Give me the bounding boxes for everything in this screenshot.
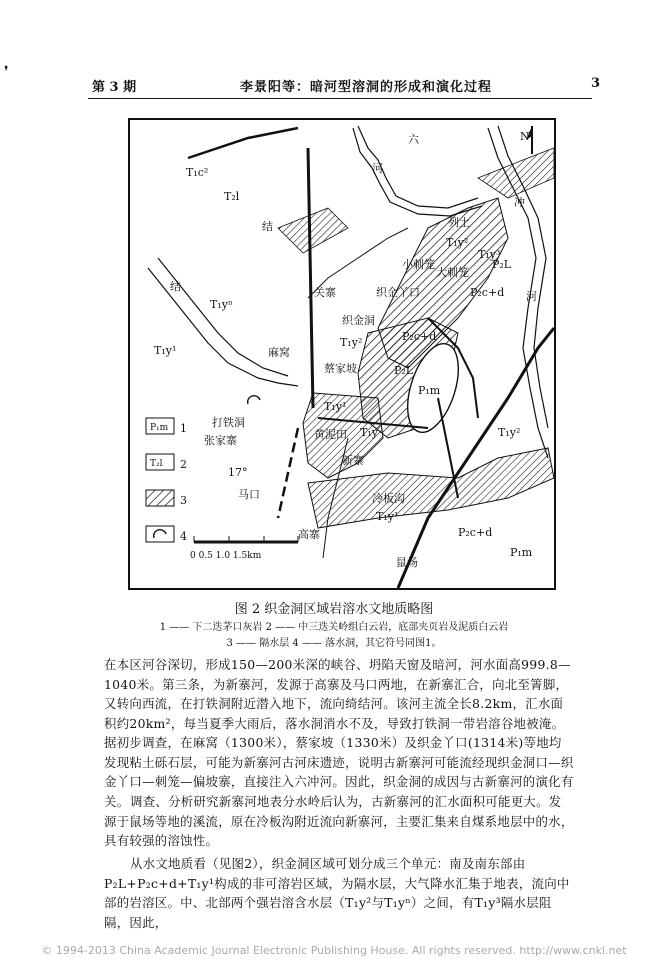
page-number: 3 — [590, 76, 600, 91]
label-t1yn: T₁yⁿ — [210, 298, 233, 311]
label-gaozhai: 高寨 — [298, 528, 320, 541]
label-he-top: 河 — [372, 162, 383, 175]
body-paragraph-3: 从水文地质看（见图2），织金洞区域可划分成三个单元：南及南东部由P₂L+P₂c+d+T₁y¹构成的非可溶岩区域，为隔水层，大气降水汇集于地表，流向中部的岩溶区。中、北部两个强岩溶含水层（T₁y²与T₁yⁿ）之间，有T₁y³隔水层阻隔，因此， — [104, 856, 570, 930]
figure-caption-line-1: 1 —— 下二迭茅口灰岩 2 —— 中三迭关岭组白云岩，底部夹页岩及泥质白云岩 — [159, 622, 509, 633]
label-chong: 冲 — [514, 196, 525, 209]
scale-label: 0 0.5 1.0 1.5km — [190, 551, 262, 561]
label-p2cd-mid: P₂c+d — [402, 330, 437, 343]
label-lietu: 列土 — [448, 216, 470, 229]
legend-box-3 — [146, 490, 174, 506]
label-guanzhai: 关寨 — [314, 286, 336, 299]
body-paragraph-1: 在本区河谷深切，形成150—200米深的峡谷、坍陷天窗及暗河，河水面高999.8—1040米。第三条，为新寨河，发源于高寨及马口两地，在新寨汇合，向北至箐脚，又转向西流，在打铁洞附近潜入地下，流向绮结河。该河主流全长8.2km，汇水面积约20km²，每当夏季大雨后，落水洞消水不及，导致打铁洞一带岩溶谷地被淹。据初步调查，在麻窝（1300米），蔡家坡（1330米）及织金丫口(1314米)等地均发现粘土砾石层，可能为新寨河古河床遗迹，说明古新寨河可能流经现织金洞口—织金丫口—刺笼—偏坡寨，直接注入六冲河。因此，织金洞的成因与古新寨河的演化有关。 — [104, 657, 574, 809]
label-xinzhai: 新寨 — [342, 454, 364, 467]
legend-4-number: 4 — [180, 530, 187, 543]
label-t1y1-s: T₁y¹ — [376, 510, 399, 523]
label-zhijinkou: 织金丫口 — [376, 286, 420, 299]
label-p1m-mid: P₁m — [418, 384, 441, 397]
label-lengbangou: 冷板沟 — [372, 492, 405, 505]
sinkhole-icon — [248, 396, 260, 404]
label-huangnitian: 黄泥田 — [314, 428, 347, 441]
label-t1y3-ne: T₁y³ — [478, 248, 501, 261]
label-liuchong: 六 — [408, 133, 419, 146]
label-t1y2-e: T₁y² — [498, 426, 521, 439]
label-makou: 马口 — [238, 488, 260, 501]
label-t1c2: T₁c² — [186, 166, 209, 179]
label-he-left: 结 — [170, 280, 181, 293]
label-17deg: 17° — [228, 466, 248, 479]
body-paragraph-2: 调查、分析研究新寨河地表分水岭后认为，古新寨河的汇水面积可能更大。发源于鼠场等地的溪流，原在冷板沟附近流向新寨河，主要汇集来自煤系地层中的水，具有较强的溶蚀性。 — [104, 794, 574, 848]
label-t1y1-w: T₁y¹ — [154, 344, 177, 357]
label-p2l-mid: P₂L — [394, 364, 414, 377]
label-daci: 大刺笼 — [436, 266, 469, 279]
label-zhijindong: 织金洞 — [342, 314, 375, 327]
label-p2l-ne: P₂L — [492, 258, 512, 271]
geology-map-figure — [128, 118, 556, 590]
header-rule — [88, 98, 592, 99]
label-p1m-s: P₁m — [510, 546, 533, 559]
map-legend — [146, 418, 174, 542]
legend-1-code: P₁m — [150, 423, 169, 433]
legend-2-number: 2 — [180, 458, 187, 471]
figure-caption-title: 图 2 织金洞区域岩溶水文地质略图 — [234, 602, 434, 617]
label-datiedong: 打铁洞 — [212, 416, 245, 429]
label-zhangjiazhai: 张家寨 — [204, 434, 237, 447]
label-t1y1-c: T₁y¹ — [324, 400, 347, 413]
label-north: N — [520, 130, 530, 143]
margin-mark: ❜ — [4, 64, 9, 80]
fault-dashed — [278, 428, 298, 518]
running-title: 李景阳等：暗河型溶洞的形成和演化过程 — [240, 80, 493, 95]
label-he-left-top: 结 — [262, 220, 273, 233]
legend-1-number: 1 — [180, 422, 187, 435]
copyright-footer: © 1994-2013 China Academic Journal Electronic Publishing House. All rights reserved. http://www.cnki.net — [41, 944, 627, 957]
issue-number: 第 3 期 — [92, 80, 137, 95]
label-xiaoci: 小刺笼 — [402, 258, 435, 271]
legend-3-number: 3 — [180, 494, 187, 507]
label-t2l: T₂l — [224, 190, 240, 203]
scale-bar — [194, 536, 298, 542]
geology-map — [128, 118, 556, 590]
legend-box-4 — [146, 526, 174, 542]
label-t1y-c: T₁y — [360, 426, 378, 439]
label-duchang: 鼠场 — [396, 556, 418, 569]
label-caijiapo: 蔡家坡 — [324, 362, 357, 375]
label-t1y2-mid: T₁y² — [340, 336, 363, 349]
figure-caption-line-2: 3 —— 隔水层 4 —— 落水洞，其它符号同图1。 — [226, 638, 442, 649]
running-header — [80, 76, 600, 96]
label-t1y2-ne: T₁y² — [446, 236, 469, 249]
aquitard-band-nw — [278, 208, 348, 253]
label-mawo: 麻窝 — [268, 346, 290, 359]
legend-2-code: T₂l — [150, 459, 163, 469]
fault-line-3 — [188, 128, 298, 158]
fault-line-1 — [308, 148, 313, 408]
label-he-right: 河 — [526, 290, 537, 303]
label-p2cd-ne: P₂c+d — [470, 286, 505, 299]
label-p2cd-s: P₂c+d — [458, 526, 493, 539]
